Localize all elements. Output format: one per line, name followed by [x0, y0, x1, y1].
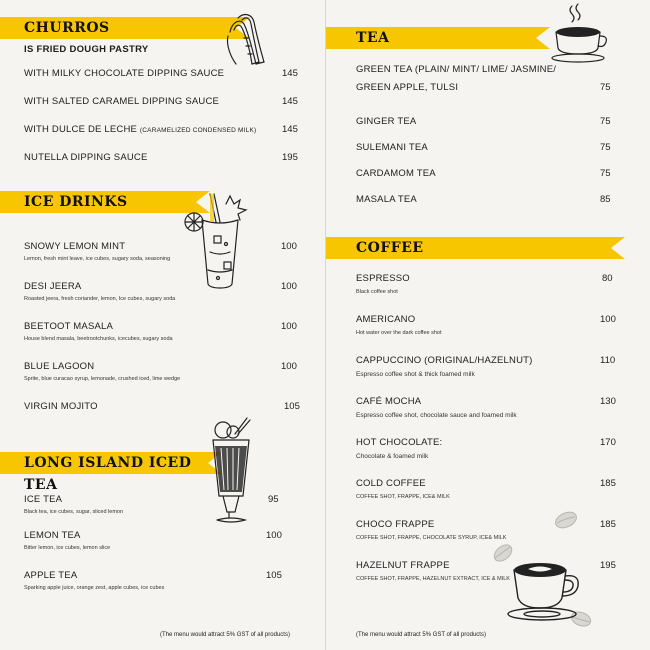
item-price: 100	[266, 530, 282, 541]
item-price: 100	[600, 314, 616, 325]
item-description: Lemon, fresh mint leave, ice cubes, sugary soda, seasoning	[24, 256, 171, 262]
item-price: 95	[268, 494, 279, 505]
item-name: MASALA TEA	[356, 194, 417, 205]
item-price: 75	[600, 116, 611, 127]
item-price: 80	[602, 273, 613, 284]
coffee-cup-icon	[504, 556, 586, 622]
item-name: CAFÉ MOCHA	[356, 396, 422, 407]
tea-cup-icon	[548, 2, 610, 64]
ice-drinks-banner: ICE DRINKS	[0, 191, 196, 213]
tea-banner: TEA	[326, 27, 536, 49]
item-description: COFFEE SHOT, FRAPPE, ICE& MILK	[356, 494, 450, 500]
item-price: 170	[600, 437, 616, 448]
item-name: WITH DULCE DE LECHE (CARAMELIZED CONDENSED MILK)	[24, 124, 257, 135]
item-name: VIRGIN MOJITO	[24, 401, 98, 412]
coffee-bean-icon	[552, 506, 580, 534]
item-description: Hot water over the dark coffee shot	[356, 330, 442, 336]
item-description: Espresso coffee shot & thick foamed milk	[356, 371, 475, 378]
item-name: HAZELNUT FRAPPE	[356, 560, 450, 571]
item-note: (CARAMELIZED CONDENSED MILK)	[139, 127, 257, 134]
churros-icon	[222, 8, 270, 70]
item-name: GREEN TEA (PLAIN/ MINT/ LIME/ JASMINE/	[356, 64, 557, 75]
item-description: Black tea, ice cubes, sugar, sliced lemon	[24, 509, 124, 515]
item-price: 110	[600, 355, 616, 366]
item-description: Roasted jeera, fresh coriander, lemon, Ice cubes, sugary soda	[24, 296, 176, 302]
item-name: SULEMANI TEA	[356, 142, 428, 153]
item-price: 195	[600, 560, 616, 571]
item-description: Sprite, blue curacao syrup, lemonade, crushed iced, lime wedge	[24, 376, 181, 382]
item-price: 105	[266, 570, 282, 581]
item-description: Bitter lemon, ice cubes, lemon slice	[24, 545, 111, 551]
churros-subtitle: IS FRIED DOUGH PASTRY	[24, 44, 149, 55]
item-name: COLD COFFEE	[356, 478, 426, 489]
item-description: COFFEE SHOT, FRAPPE, HAZELNUT EXTRACT, ICE & MILK	[356, 576, 510, 582]
item-price: 100	[281, 361, 297, 372]
gst-note: (The menu would attract 5% GST of all products)	[356, 632, 486, 638]
coffee-banner: COFFEE	[326, 237, 611, 259]
item-name: WITH MILKY CHOCOLATE DIPPING SAUCE	[24, 68, 225, 79]
menu-page-right	[325, 0, 650, 650]
item-name: LEMON TEA	[24, 530, 81, 541]
item-price: 75	[600, 82, 611, 93]
item-price: 100	[281, 241, 297, 252]
long-island-banner: LONG ISLAND ICED TEA	[0, 452, 208, 474]
item-description: Espresso coffee shot, chocolate sauce and foamed milk	[356, 412, 517, 419]
item-name: DESI JEERA	[24, 281, 82, 292]
item-price: 75	[600, 142, 611, 153]
item-name: NUTELLA DIPPING SAUCE	[24, 152, 148, 163]
item-price: 145	[282, 68, 298, 79]
item-price: 185	[600, 519, 616, 530]
item-price: 85	[600, 194, 611, 205]
item-name: ICE TEA	[24, 494, 63, 505]
item-description: COFFEE SHOT, FRAPPE, CHOCOLATE SYRUP, ICE& MILK	[356, 535, 507, 541]
item-price: 185	[600, 478, 616, 489]
item-name: HOT CHOCOLATE:	[356, 437, 443, 448]
item-price: 145	[282, 96, 298, 107]
item-description: Sparking apple juice, orange zest, apple cubes, ice cubes	[24, 585, 165, 591]
item-name: SNOWY LEMON MINT	[24, 241, 126, 252]
item-name: BEETOOT MASALA	[24, 321, 114, 332]
item-name-continued: GREEN APPLE, TULSI	[356, 82, 459, 93]
item-name: AMERICANO	[356, 314, 416, 325]
item-name: GINGER TEA	[356, 116, 417, 127]
item-price: 75	[600, 168, 611, 179]
item-name: BLUE LAGOON	[24, 361, 95, 372]
item-price: 195	[282, 152, 298, 163]
item-name: CHOCO FRAPPE	[356, 519, 435, 530]
gst-note: (The menu would attract 5% GST of all products)	[160, 632, 290, 638]
item-description: Chocolate & foamed milk	[356, 453, 429, 460]
lemon-drink-icon	[180, 192, 258, 292]
churros-banner: CHURROS	[0, 17, 236, 39]
item-name: CARDAMOM TEA	[356, 168, 436, 179]
milkshake-glass-icon	[205, 416, 257, 526]
item-price: 100	[281, 281, 297, 292]
item-name: WITH SALTED CARAMEL DIPPING SAUCE	[24, 96, 220, 107]
item-name: CAPPUCCINO (ORIGINAL/HAZELNUT)	[356, 355, 533, 366]
item-price: 100	[281, 321, 297, 332]
item-name: ESPRESSO	[356, 273, 410, 284]
item-name: APPLE TEA	[24, 570, 78, 581]
item-description: Black coffee shot	[356, 289, 398, 295]
item-price: 145	[282, 124, 298, 135]
item-price: 105	[284, 401, 300, 412]
item-price: 130	[600, 396, 616, 407]
item-description: House blend masala, beetrootchunks, icecubes, sugary soda	[24, 336, 173, 342]
